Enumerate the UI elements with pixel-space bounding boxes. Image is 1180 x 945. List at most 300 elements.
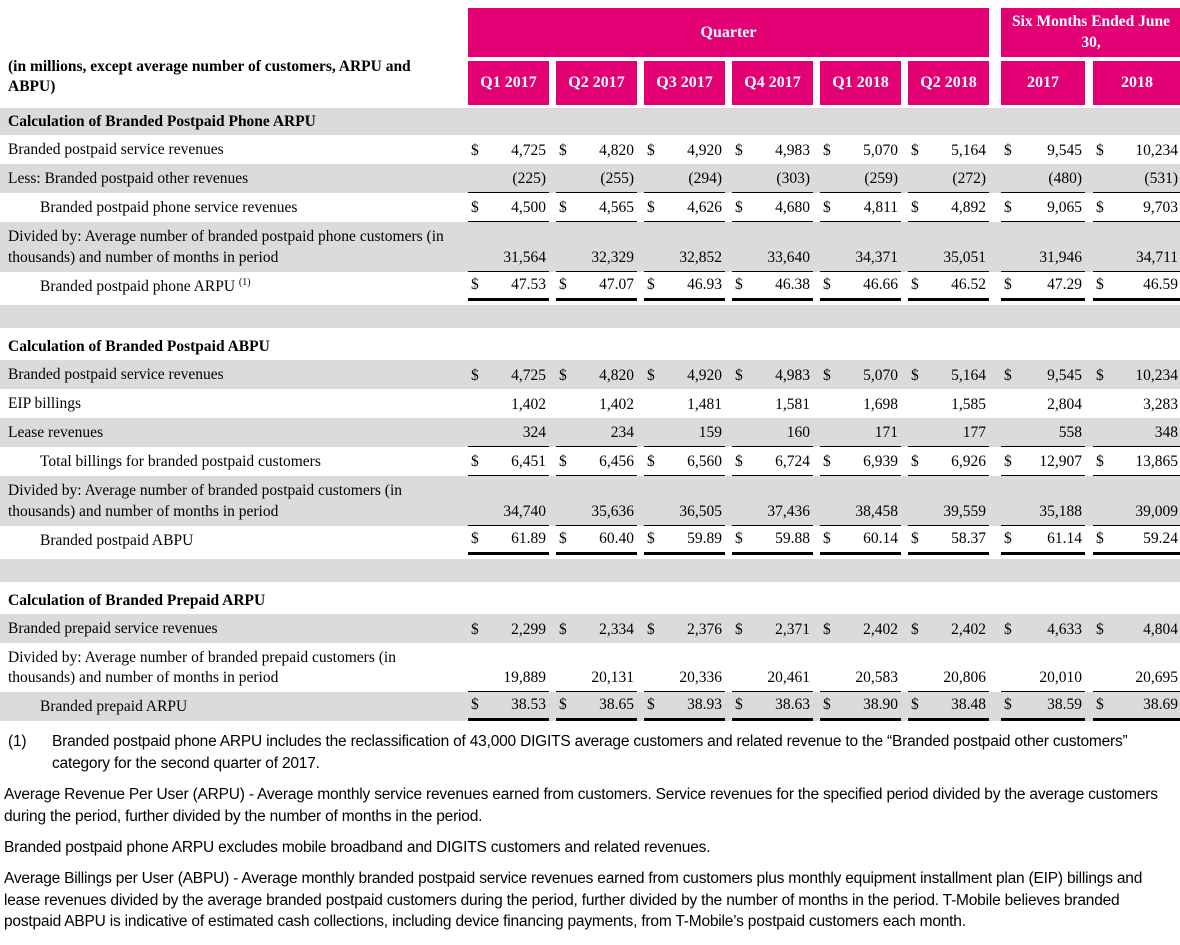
value-cell: [556, 164, 637, 193]
value-cell: [1001, 526, 1085, 555]
cell-value: 20,806: [943, 669, 986, 687]
cell-value: 6,456: [599, 453, 634, 471]
dollar-sign: $: [559, 696, 567, 714]
value-cell: [820, 272, 901, 301]
value-cell: [556, 360, 637, 389]
label-column-spacer: [0, 61, 462, 105]
value-cell: [820, 643, 901, 692]
value-cell: [820, 222, 901, 271]
dollar-sign: $: [735, 620, 743, 638]
dollar-sign: $: [735, 275, 743, 293]
value-cell: [644, 360, 725, 389]
value-cell: [1093, 643, 1180, 692]
table-header: [0, 0, 1180, 105]
value-cell: [468, 222, 549, 271]
dollar-sign: $: [471, 366, 479, 384]
value-cell: [732, 389, 813, 418]
dollar-sign: $: [823, 529, 831, 547]
table-row: [0, 272, 1180, 301]
cell-value: 46.38: [775, 275, 810, 293]
dollar-sign: $: [735, 366, 743, 384]
dollar-sign: $: [647, 620, 655, 638]
cell-value: 10,234: [1135, 366, 1178, 384]
dollar-sign: $: [735, 453, 743, 471]
cell-value: 38,458: [855, 502, 898, 520]
value-cell: [468, 692, 549, 721]
dollar-sign: $: [1096, 199, 1104, 217]
cell-value: 59.88: [775, 529, 810, 547]
value-cell: [468, 135, 549, 164]
value-cell: [1001, 643, 1085, 692]
dollar-sign: $: [823, 620, 831, 638]
value-cell: [908, 692, 989, 721]
cell-value: 39,009: [1135, 502, 1178, 520]
cell-value: 324: [522, 424, 546, 442]
cell-value: 4,626: [687, 199, 722, 217]
value-cell: [556, 272, 637, 301]
section-title: Calculation of Branded Prepaid ARPU: [8, 591, 266, 609]
dollar-sign: $: [559, 275, 567, 293]
value-cell: [468, 476, 549, 525]
value-cell: [908, 447, 989, 476]
dollar-sign: $: [823, 275, 831, 293]
value-cell: [1001, 360, 1085, 389]
value-cell: [1093, 476, 1180, 525]
dollar-sign: $: [823, 696, 831, 714]
value-cell: [908, 222, 989, 271]
row-label-text: Less: Branded postpaid other revenues: [8, 170, 249, 188]
value-cell: [644, 418, 725, 447]
dollar-sign: $: [1096, 142, 1104, 160]
value-cell: [820, 692, 901, 721]
value-cell: [732, 614, 813, 643]
cell-value: 46.52: [951, 275, 986, 293]
section-title-row: [0, 333, 1180, 360]
row-label: [0, 692, 462, 721]
cell-value: 20,131: [591, 669, 634, 687]
cell-value: 38.90: [863, 696, 898, 714]
dollar-sign: $: [1004, 453, 1012, 471]
cell-value: 1,585: [951, 396, 986, 414]
cell-value: 2,334: [599, 620, 634, 638]
quarter-group-header: Quarter: [468, 8, 989, 57]
value-cell: [1093, 418, 1180, 447]
dollar-sign: $: [559, 453, 567, 471]
cell-value: 60.40: [599, 529, 634, 547]
cell-value: 177: [962, 424, 986, 442]
dollar-sign: $: [735, 142, 743, 160]
row-label-text: Lease revenues: [8, 424, 104, 442]
section-title-row: [0, 587, 1180, 614]
cell-value: 5,070: [863, 142, 898, 160]
value-cell: [908, 360, 989, 389]
cell-value: 61.89: [511, 529, 546, 547]
value-cell: [1093, 692, 1180, 721]
value-cell: [556, 222, 637, 271]
value-cell: [644, 526, 725, 555]
cell-value: 32,329: [591, 248, 634, 266]
cell-value: 38.63: [775, 696, 810, 714]
cell-value: 12,907: [1039, 453, 1082, 471]
cell-value: 4,983: [775, 366, 810, 384]
value-cell: [468, 360, 549, 389]
column-header-q1-2018: Q1 2018: [820, 61, 901, 105]
column-header-q2-2017: Q2 2017: [556, 61, 637, 105]
cell-value: 5,164: [951, 142, 986, 160]
cell-value: 20,336: [679, 669, 722, 687]
cell-value: 38.53: [511, 696, 546, 714]
cell-value: 160: [786, 424, 810, 442]
footnote-ref: (1): [238, 276, 251, 288]
value-cell: [556, 476, 637, 525]
cell-value: 20,695: [1135, 669, 1178, 687]
cell-value: 61.14: [1047, 529, 1082, 547]
value-cell: [556, 193, 637, 222]
row-label: [0, 272, 462, 301]
cell-value: 35,636: [591, 502, 634, 520]
cell-value: 171: [874, 424, 898, 442]
dollar-sign: $: [1096, 453, 1104, 471]
cell-value: (225): [512, 170, 546, 188]
column-header-6m-2018: 2018: [1093, 61, 1180, 105]
value-cell: [1001, 389, 1085, 418]
cell-value: 31,564: [503, 248, 546, 266]
row-label-text: Branded postpaid phone service revenues: [40, 199, 298, 217]
dollar-sign: $: [559, 620, 567, 638]
dollar-sign: $: [1004, 199, 1012, 217]
cell-value: 38.93: [687, 696, 722, 714]
value-cell: [644, 193, 725, 222]
row-label-text: Divided by: Average number of branded prepaid customers (in thousands) and number of months in period: [8, 648, 396, 687]
value-cell: [820, 447, 901, 476]
value-cell: [1001, 476, 1085, 525]
value-cell: [468, 643, 549, 692]
column-headers-row: [0, 61, 1180, 105]
cell-value: 58.37: [951, 529, 986, 547]
value-cell: [908, 643, 989, 692]
row-label: [0, 135, 462, 164]
dollar-sign: $: [911, 366, 919, 384]
value-cell: [732, 135, 813, 164]
cell-value: 159: [698, 424, 722, 442]
cell-value: 35,051: [943, 248, 986, 266]
footnote-1: [4, 731, 1176, 774]
cell-value: 4,565: [599, 199, 634, 217]
row-label-text: Branded postpaid service revenues: [8, 141, 224, 158]
table-row: [0, 360, 1180, 389]
cell-value: 4,725: [511, 142, 546, 160]
value-cell: [468, 526, 549, 555]
cell-value: 35,188: [1039, 502, 1082, 520]
cell-value: 6,926: [951, 453, 986, 471]
cell-value: 38.59: [1047, 696, 1082, 714]
cell-value: 4,725: [511, 366, 546, 384]
dollar-sign: $: [471, 199, 479, 217]
section-spacer: [0, 559, 1180, 582]
cell-value: 2,371: [775, 620, 810, 638]
value-cell: [1001, 692, 1085, 721]
table-row: [0, 643, 1180, 692]
value-cell: [1001, 135, 1085, 164]
value-cell: [908, 476, 989, 525]
cell-value: 2,402: [951, 620, 986, 638]
dollar-sign: $: [559, 529, 567, 547]
dollar-sign: $: [1004, 620, 1012, 638]
dollar-sign: $: [735, 199, 743, 217]
value-cell: [908, 164, 989, 193]
dollar-sign: $: [647, 366, 655, 384]
dollar-sign: $: [471, 696, 479, 714]
row-label: [0, 614, 462, 643]
value-cell: [820, 614, 901, 643]
value-cell: [732, 360, 813, 389]
value-cell: [1001, 614, 1085, 643]
six-months-group-header: Six Months Ended June 30,: [1001, 8, 1180, 57]
abpu-definition-text: Average Billings per User (ABPU) - Average monthly branded postpaid service revenues earned from customers plus monthly equipment installment plan (EIP) billings and lease revenues divided by the average branded postpaid customers during the period, further divided by the number of months in the period. T-Mobile believes branded postpaid ABPU is indicative of estimated cash collections, including device financing payments, from T-Mobile’s postpaid customers each month.: [4, 870, 1143, 931]
cell-value: (480): [1048, 170, 1082, 188]
value-cell: [1093, 135, 1180, 164]
dollar-sign: $: [647, 199, 655, 217]
cell-value: 6,939: [863, 453, 898, 471]
value-cell: [1093, 447, 1180, 476]
value-cell: [908, 193, 989, 222]
dollar-sign: $: [823, 453, 831, 471]
dollar-sign: $: [911, 275, 919, 293]
cell-value: 60.14: [863, 529, 898, 547]
cell-value: 4,804: [1143, 620, 1178, 638]
cell-value: 46.93: [687, 275, 722, 293]
cell-value: 4,920: [687, 142, 722, 160]
column-header-6m-2017: 2017: [1001, 61, 1085, 105]
value-cell: [820, 476, 901, 525]
dollar-sign: $: [911, 199, 919, 217]
value-cell: [644, 272, 725, 301]
cell-value: 47.07: [599, 275, 634, 293]
cell-value: 47.53: [511, 275, 546, 293]
value-cell: [732, 193, 813, 222]
row-label-text: Divided by: Average number of branded postpaid customers (in thousands) and number of months in period: [8, 482, 403, 520]
value-cell: [732, 164, 813, 193]
cell-value: 348: [1154, 424, 1178, 442]
dollar-sign: $: [559, 366, 567, 384]
table-row: [0, 614, 1180, 643]
column-header-q3-2017: Q3 2017: [644, 61, 725, 105]
dollar-sign: $: [1004, 696, 1012, 714]
cell-value: 34,740: [503, 502, 546, 520]
cell-value: 1,481: [687, 396, 722, 414]
row-label: [0, 476, 462, 525]
cell-value: (294): [688, 170, 722, 188]
dollar-sign: $: [823, 199, 831, 217]
cell-value: (259): [864, 170, 898, 188]
cell-value: 33,640: [767, 248, 810, 266]
value-cell: [908, 614, 989, 643]
cell-value: 6,451: [511, 453, 546, 471]
value-cell: [644, 476, 725, 525]
cell-value: 2,402: [863, 620, 898, 638]
row-label: [0, 164, 462, 193]
value-cell: [468, 418, 549, 447]
cell-value: 4,892: [951, 199, 986, 217]
dollar-sign: $: [1004, 529, 1012, 547]
row-label-text: Branded postpaid service revenues: [8, 365, 224, 383]
cell-value: (303): [776, 170, 810, 188]
dollar-sign: $: [471, 529, 479, 547]
cell-value: 4,811: [863, 199, 898, 217]
units-note: (in millions, except average number of customers, ARPU and ABPU): [8, 58, 411, 96]
cell-value: 38.48: [951, 696, 986, 714]
value-cell: [1093, 360, 1180, 389]
value-cell: [468, 389, 549, 418]
value-cell: [820, 193, 901, 222]
dollar-sign: $: [559, 199, 567, 217]
cell-value: 4,633: [1047, 620, 1082, 638]
footnote-1-marker: (1): [8, 733, 27, 751]
value-cell: [644, 643, 725, 692]
cell-value: 9,545: [1047, 142, 1082, 160]
value-cell: [732, 222, 813, 271]
value-cell: [1093, 193, 1180, 222]
dollar-sign: $: [471, 142, 479, 160]
value-cell: [556, 447, 637, 476]
value-cell: [1093, 164, 1180, 193]
value-cell: [732, 643, 813, 692]
section-title: Calculation of Branded Postpaid ABPU: [8, 337, 270, 355]
value-cell: [1093, 389, 1180, 418]
cell-value: 4,820: [599, 142, 634, 160]
table-row: [0, 193, 1180, 222]
dollar-sign: $: [735, 696, 743, 714]
cell-value: 4,680: [775, 199, 810, 217]
value-cell: [908, 418, 989, 447]
cell-value: 1,581: [775, 396, 810, 414]
cell-value: 39,559: [943, 502, 986, 520]
cell-value: 234: [610, 424, 634, 442]
value-cell: [820, 418, 901, 447]
value-cell: [556, 526, 637, 555]
cell-value: (272): [952, 170, 986, 188]
table-row: [0, 164, 1180, 193]
column-header-q2-2018: Q2 2018: [908, 61, 989, 105]
cell-value: 37,436: [767, 502, 810, 520]
table-row: [0, 222, 1180, 271]
cell-value: 5,164: [951, 366, 986, 384]
dollar-sign: $: [911, 142, 919, 160]
row-label-text: Branded postpaid phone ARPU: [40, 277, 236, 295]
cell-value: 31,946: [1039, 248, 1082, 266]
value-cell: [468, 614, 549, 643]
dollar-sign: $: [647, 453, 655, 471]
cell-value: 9,545: [1047, 366, 1082, 384]
value-cell: [644, 447, 725, 476]
cell-value: 13,865: [1135, 453, 1178, 471]
value-cell: [732, 447, 813, 476]
dollar-sign: $: [1096, 275, 1104, 293]
value-cell: [820, 164, 901, 193]
footnote-1-text: Branded postpaid phone ARPU includes the reclassification of 43,000 DIGITS average customers and related revenue to the “Branded postpaid other customers” category for the second quarter of 2017.: [52, 733, 1128, 772]
value-cell: [908, 135, 989, 164]
dollar-sign: $: [1096, 696, 1104, 714]
cell-value: 2,804: [1047, 396, 1082, 414]
dollar-sign: $: [911, 620, 919, 638]
dollar-sign: $: [559, 142, 567, 160]
table-row: [0, 476, 1180, 525]
value-cell: [820, 135, 901, 164]
cell-value: 4,820: [599, 366, 634, 384]
row-label-text: Divided by: Average number of branded postpaid phone customers (in thousands) and number of months in period: [8, 228, 444, 266]
section-title: Calculation of Branded Postpaid Phone ARPU: [8, 113, 316, 130]
cell-value: 36,505: [679, 502, 722, 520]
cell-value: 19,889: [503, 669, 546, 687]
value-cell: [556, 389, 637, 418]
cell-value: 4,920: [687, 366, 722, 384]
row-label: [0, 447, 462, 476]
dollar-sign: $: [1096, 366, 1104, 384]
dollar-sign: $: [823, 366, 831, 384]
cell-value: 59.89: [687, 529, 722, 547]
cell-value: (255): [600, 170, 634, 188]
value-cell: [908, 272, 989, 301]
dollar-sign: $: [647, 275, 655, 293]
dollar-sign: $: [1004, 275, 1012, 293]
value-cell: [732, 692, 813, 721]
value-cell: [820, 389, 901, 418]
value-cell: [908, 526, 989, 555]
value-cell: [1001, 164, 1085, 193]
dollar-sign: $: [471, 620, 479, 638]
table-row: [0, 389, 1180, 418]
value-cell: [1093, 526, 1180, 555]
arpu-definition-text: Average Revenue Per User (ARPU) - Average monthly service revenues earned from customers. Service revenues for the specified period divided by the average customers during the period, further divided by the number of months in the period.: [4, 786, 1158, 825]
phone-arpu-note-text: Branded postpaid phone ARPU excludes mobile broadband and DIGITS customers and related revenues.: [4, 838, 711, 856]
dollar-sign: $: [1004, 142, 1012, 160]
cell-value: 6,724: [775, 453, 810, 471]
table-row: [0, 135, 1180, 164]
value-cell: [644, 614, 725, 643]
value-cell: [556, 614, 637, 643]
cell-value: 46.66: [863, 275, 898, 293]
table-row: [0, 447, 1180, 476]
dollar-sign: $: [911, 529, 919, 547]
cell-value: 9,065: [1047, 199, 1082, 217]
table-row: [0, 692, 1180, 721]
cell-value: 32,852: [679, 248, 722, 266]
row-label-text: Branded postpaid ABPU: [40, 531, 194, 549]
row-label: [0, 360, 462, 389]
cell-value: 38.65: [599, 696, 634, 714]
section-spacer: [0, 305, 1180, 328]
row-label-text: Branded prepaid ARPU: [40, 698, 188, 716]
value-cell: [644, 164, 725, 193]
value-cell: [732, 418, 813, 447]
cell-value: 9,703: [1143, 199, 1178, 217]
value-cell: [644, 222, 725, 271]
row-label: [0, 418, 462, 447]
value-cell: [1093, 222, 1180, 271]
row-label: [0, 643, 462, 692]
value-cell: [556, 135, 637, 164]
cell-value: 2,376: [687, 620, 722, 638]
cell-value: (531): [1144, 170, 1178, 188]
value-cell: [556, 643, 637, 692]
section-title-row: [0, 108, 1180, 135]
dollar-sign: $: [823, 142, 831, 160]
cell-value: 6,560: [687, 453, 722, 471]
table-body: [0, 108, 1180, 721]
row-label: [0, 222, 462, 271]
value-cell: [732, 526, 813, 555]
cell-value: 2,299: [511, 620, 546, 638]
